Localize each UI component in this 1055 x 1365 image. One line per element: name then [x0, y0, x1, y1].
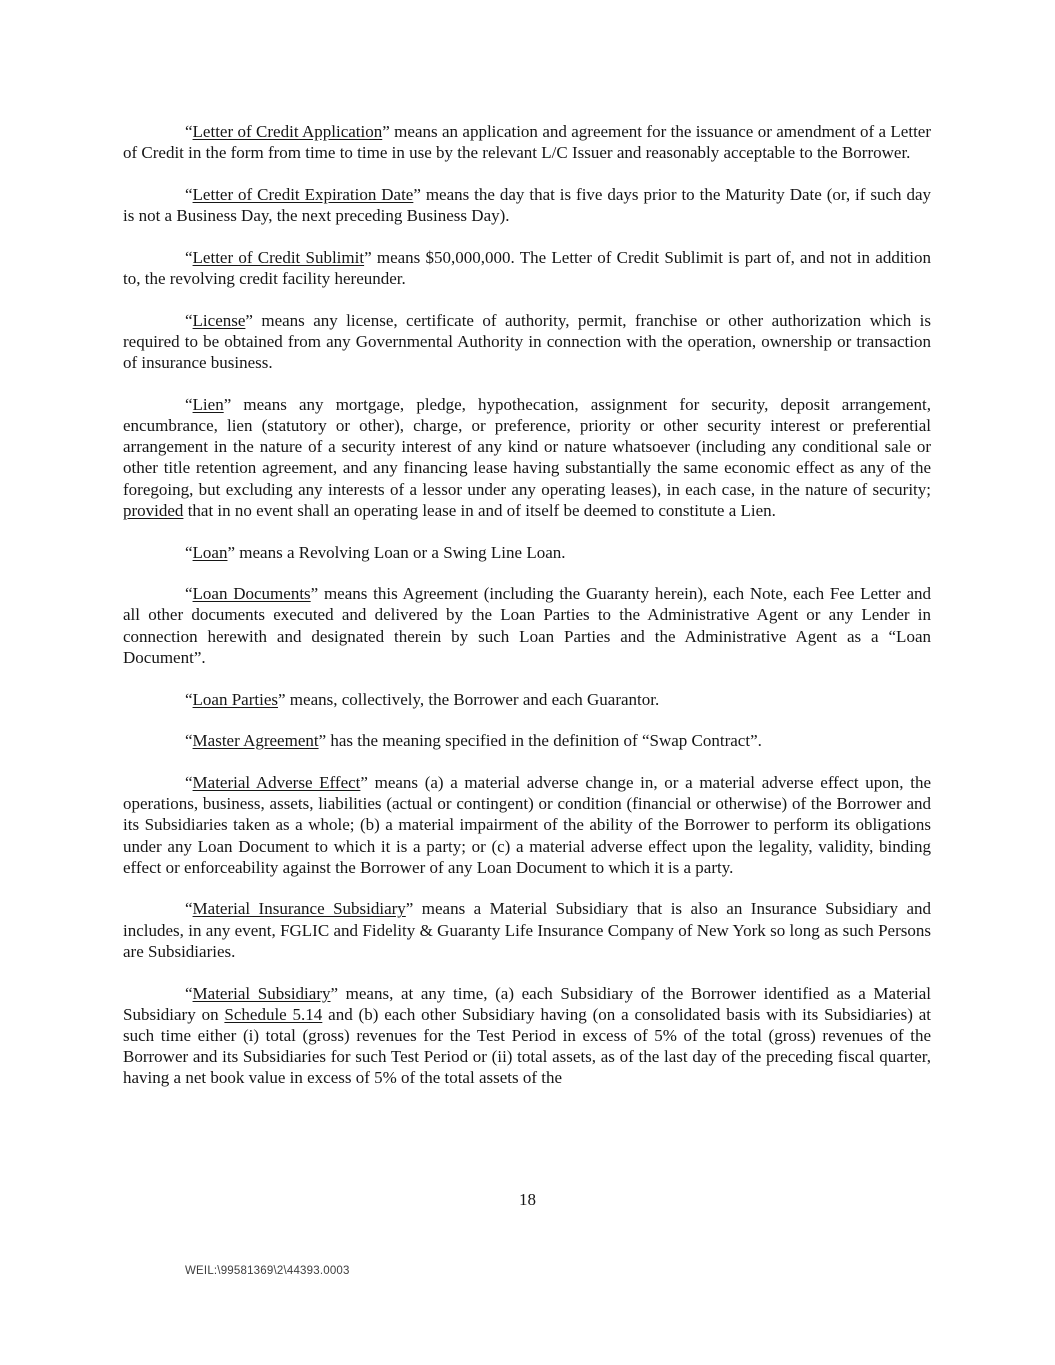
paragraph-text: “: [185, 184, 193, 204]
paragraph-text: ” means a Revolving Loan or a Swing Line Loan.: [227, 542, 566, 562]
defined-term: Letter of Credit Sublimit: [192, 247, 365, 267]
definition-paragraph: [123, 983, 931, 1089]
defined-term: Material Subsidiary: [192, 983, 331, 1003]
paragraph-text: “: [185, 731, 193, 751]
paragraph-text: ” means this Agreement (including the Guaranty herein), each Note, each Fee Letter and all other documents executed and delivered by the Loan Parties to the Administrative Agent or any Lender in connection herewith and designated therein by such Loan Parties and the Administrative Agent as a “Loan Document”.: [123, 584, 931, 667]
paragraph-text: “: [185, 310, 193, 330]
definition-paragraph: [123, 542, 931, 563]
definition-paragraph: [123, 730, 931, 751]
defined-term: Material Insurance Subsidiary: [192, 899, 406, 919]
defined-term: Material Adverse Effect: [192, 772, 361, 792]
paragraph-text: “: [185, 983, 193, 1003]
definition-paragraph: [123, 247, 931, 289]
footer-reference: WEIL:\99581369\2\44393.0003: [185, 1265, 350, 1277]
defined-term: Loan: [192, 542, 228, 562]
paragraph-text: ” means any license, certificate of authority, permit, franchise or other authorization which is required to be obtained from any Governmental Authority in connection with the operation, ownership or transaction of insurance business.: [123, 310, 931, 373]
paragraph-text: ” means an application and agreement for the issuance or amendment of a Letter of Credit in the form from time to time in use by the relevant L/C Issuer and reasonably acceptable to the Borrower.: [123, 122, 931, 163]
defined-term: Schedule 5.14: [224, 1004, 323, 1024]
definition-paragraph: [123, 184, 931, 226]
paragraph-text: “: [185, 247, 193, 267]
defined-term: Loan Parties: [192, 689, 278, 709]
definition-paragraph: [123, 310, 931, 374]
paragraph-text: that in no event shall an operating lease in and of itself be deemed to constitute a Lien.: [183, 500, 776, 520]
defined-term: Lien: [192, 394, 224, 414]
defined-term: Letter of Credit Expiration Date: [192, 184, 414, 204]
paragraph-text: “: [185, 899, 193, 919]
defined-term: License: [192, 310, 246, 330]
definitions-body: [123, 121, 931, 1109]
definition-paragraph: [123, 394, 931, 521]
paragraph-text: ” means any mortgage, pledge, hypothecation, assignment for security, deposit arrangement, encumbrance, lien (statutory or other), charge, or preference, priority or other security interest or preferential arrangement in the nature of a security interest of any kind or nature whatsoever (including any conditional sale or other title retention agreement, and any financing lease having substantially the same economic effect as any of the foregoing, but excluding any interests of a lessor under any operating leases), in each case, in the nature of security;: [123, 394, 931, 499]
paragraph-text: “: [185, 122, 193, 141]
paragraph-text: ” means, collectively, the Borrower and each Guarantor.: [278, 689, 660, 709]
defined-term: provided: [123, 500, 184, 520]
definition-paragraph: [123, 689, 931, 710]
paragraph-text: “: [185, 584, 193, 604]
paragraph-text: ” means the day that is five days prior to the Maturity Date (or, if such day is not a Business Day, the next preceding Business Day).: [123, 184, 931, 226]
paragraph-text: “: [185, 394, 193, 414]
paragraph-text: and (b) each other Subsidiary having (on a consolidated basis with its Subsidiaries) at such time either (i) total (gross) revenues for the Test Period in excess of 5% of the total (gross) revenues of the Borrower and its Subsidiaries for such Test Period or (ii) total assets, as of the last day of the preceding fiscal quarter, having a net book value in excess of 5% of the total assets of the: [123, 1004, 931, 1088]
paragraph-text: “: [185, 772, 193, 792]
definition-paragraph: [123, 583, 931, 668]
page-number: 18: [519, 1190, 536, 1209]
paragraph-text: ” means a Material Subsidiary that is also an Insurance Subsidiary and includes, in any event, FGLIC and Fidelity & Guaranty Life Insurance Company of New York so long as such Persons are Subsidiaries.: [123, 899, 931, 961]
paragraph-text: ” means (a) a material adverse change in, or a material adverse effect upon, the operations, business, assets, liabilities (actual or contingent) or condition (financial or otherwise) of the Borrower and its Subsidiaries taken as a whole; (b) a material impairment of the ability of the Borrower to perform its obligations under any Loan Document to which it is a party; or (c) a material adverse effect upon the legality, validity, binding effect or enforceability against the Borrower of any Loan Document to which it is a party.: [123, 772, 931, 877]
paragraph-text: “: [185, 542, 193, 562]
paragraph-text: ” has the meaning specified in the definition of “Swap Contract”.: [318, 731, 762, 751]
defined-term: Master Agreement: [192, 731, 319, 751]
definition-paragraph: [123, 121, 931, 163]
paragraph-text: ” means, at any time, (a) each Subsidiary of the Borrower identified as a Material Subsidiary on: [123, 983, 931, 1024]
paragraph-text: ” means $50,000,000. The Letter of Credit Sublimit is part of, and not in addition to, the revolving credit facility hereunder.: [123, 247, 931, 289]
definition-paragraph: [123, 898, 931, 962]
defined-term: Loan Documents: [192, 584, 311, 604]
defined-term: Letter of Credit Application: [192, 122, 383, 141]
definition-paragraph: [123, 772, 931, 878]
paragraph-text: “: [185, 689, 193, 709]
